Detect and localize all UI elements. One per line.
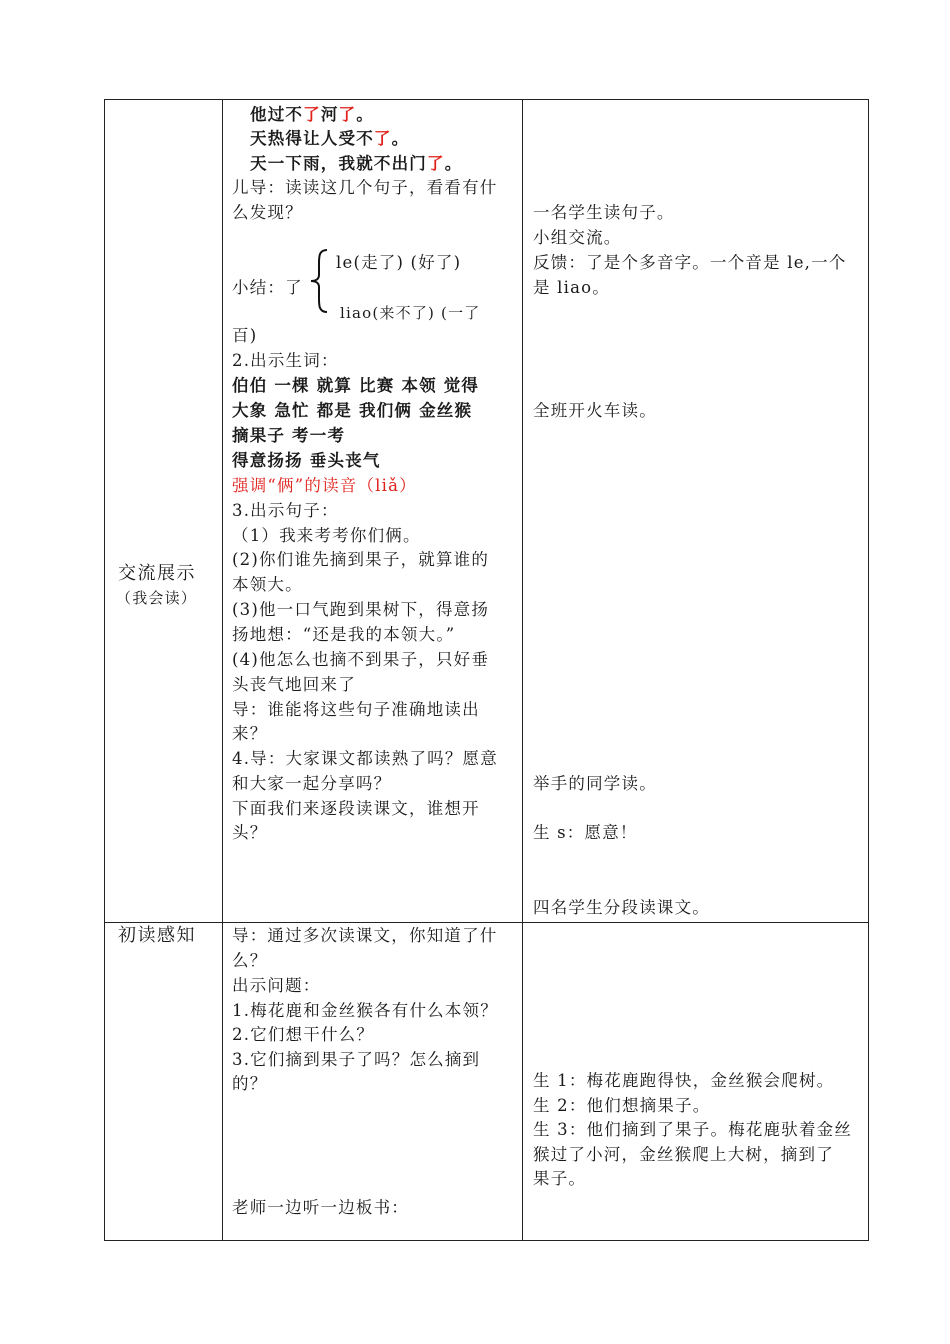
- step-text: 头？: [232, 823, 268, 842]
- student-activity: 生 s：愿意！: [533, 823, 638, 842]
- vocab-line: 伯伯 一棵 就算 比赛 本领 觉得: [232, 376, 480, 395]
- step-title: 2.出示生词：: [232, 351, 339, 370]
- row-sublabel: （我会读）: [116, 589, 198, 607]
- student-activity: 是 liao。: [533, 278, 610, 297]
- question-line: 的？: [232, 1074, 268, 1093]
- student-activity: 举手的同学读。: [533, 774, 657, 793]
- sentence-line: 头丧气地回来了: [232, 675, 356, 694]
- step-title: 3.出示句子：: [232, 501, 339, 520]
- table-border-bottom: [104, 1240, 869, 1241]
- sentence-line: (2)你们谁先摘到果子，就算谁的: [232, 550, 490, 569]
- guide-text: 导：通过多次读课文，你知道了什: [232, 926, 498, 945]
- student-answer: 果子。: [533, 1169, 587, 1188]
- student-activity: 一名学生读句子。: [533, 203, 675, 222]
- guide-text: 么？: [232, 951, 268, 970]
- step-title: 出示问题：: [232, 976, 321, 995]
- reading-le: le(走了) (好了): [336, 253, 462, 272]
- question-line: 3.它们摘到果子了吗？怎么摘到: [232, 1050, 481, 1069]
- curly-brace-icon: [308, 248, 330, 314]
- step-text: 4.导：大家课文都读熟了吗？愿意: [232, 749, 498, 768]
- student-answer: 猴过了小河，金丝猴爬上大树，摘到了: [533, 1145, 834, 1164]
- sentence-line: (3)他一口气跑到果树下，得意扬: [232, 600, 490, 619]
- guide-text: 来？: [232, 724, 268, 743]
- row-label: 初读感知: [118, 925, 196, 946]
- student-answer: 生 2：他们想摘果子。: [533, 1096, 711, 1115]
- table-border-right: [868, 99, 869, 1241]
- pronunciation-emphasis: 强调“俩”的读音（liǎ）: [232, 476, 417, 495]
- table-border-top: [104, 99, 869, 100]
- sentence-line: （1）我来考考你们俩。: [232, 526, 421, 545]
- column-divider-2: [522, 99, 523, 1241]
- vocab-line: 大象 急忙 都是 我们俩 金丝猴: [232, 401, 473, 420]
- question-line: 1.梅花鹿和金丝猴各有什么本领？: [232, 1001, 498, 1020]
- sentence-line: (4)他怎么也摘不到果子，只好垂: [232, 650, 490, 669]
- step-text: 下面我们来逐段读课文，谁想开: [232, 799, 480, 818]
- reading-liao-cont: 百): [232, 326, 258, 345]
- example-sentence: 他过不了河了。: [250, 105, 374, 124]
- example-sentence: 天一下雨，我就不出门了。: [250, 154, 463, 173]
- guide-text: 导：谁能将这些句子准确地读出: [232, 700, 480, 719]
- summary-label: 小结：了: [232, 278, 303, 297]
- column-divider-1: [222, 99, 223, 1241]
- table-border-left: [104, 99, 105, 1241]
- row-label: 交流展示: [118, 563, 196, 584]
- reading-liao: liao(来不了) (一了: [340, 304, 481, 322]
- guide-text: 儿导：读读这几个句子，看看有什: [232, 178, 498, 197]
- guide-text: 么发现？: [232, 203, 303, 222]
- question-line: 2.它们想干什么？: [232, 1025, 375, 1044]
- vocab-line: 摘果子 考一考: [232, 426, 346, 445]
- row-divider: [104, 922, 869, 923]
- board-note: 老师一边听一边板书：: [232, 1198, 409, 1217]
- sentence-line: 本领大。: [232, 575, 303, 594]
- step-text: 和大家一起分享吗？: [232, 774, 392, 793]
- student-activity: 全班开火车读。: [533, 401, 657, 420]
- student-answer: 生 1：梅花鹿跑得快，金丝猴会爬树。: [533, 1071, 835, 1090]
- student-activity: 小组交流。: [533, 228, 622, 247]
- sentence-line: 扬地想：“还是我的本领大。”: [232, 625, 456, 644]
- student-activity: 反馈：了是个多音字。一个音是 le,一个: [533, 253, 847, 272]
- student-activity: 四名学生分段读课文。: [533, 898, 710, 917]
- student-answer: 生 3：他们摘到了果子。梅花鹿驮着金丝: [533, 1120, 853, 1139]
- vocab-line: 得意扬扬 垂头丧气: [232, 451, 381, 470]
- example-sentence: 天热得让人受不了。: [250, 129, 410, 148]
